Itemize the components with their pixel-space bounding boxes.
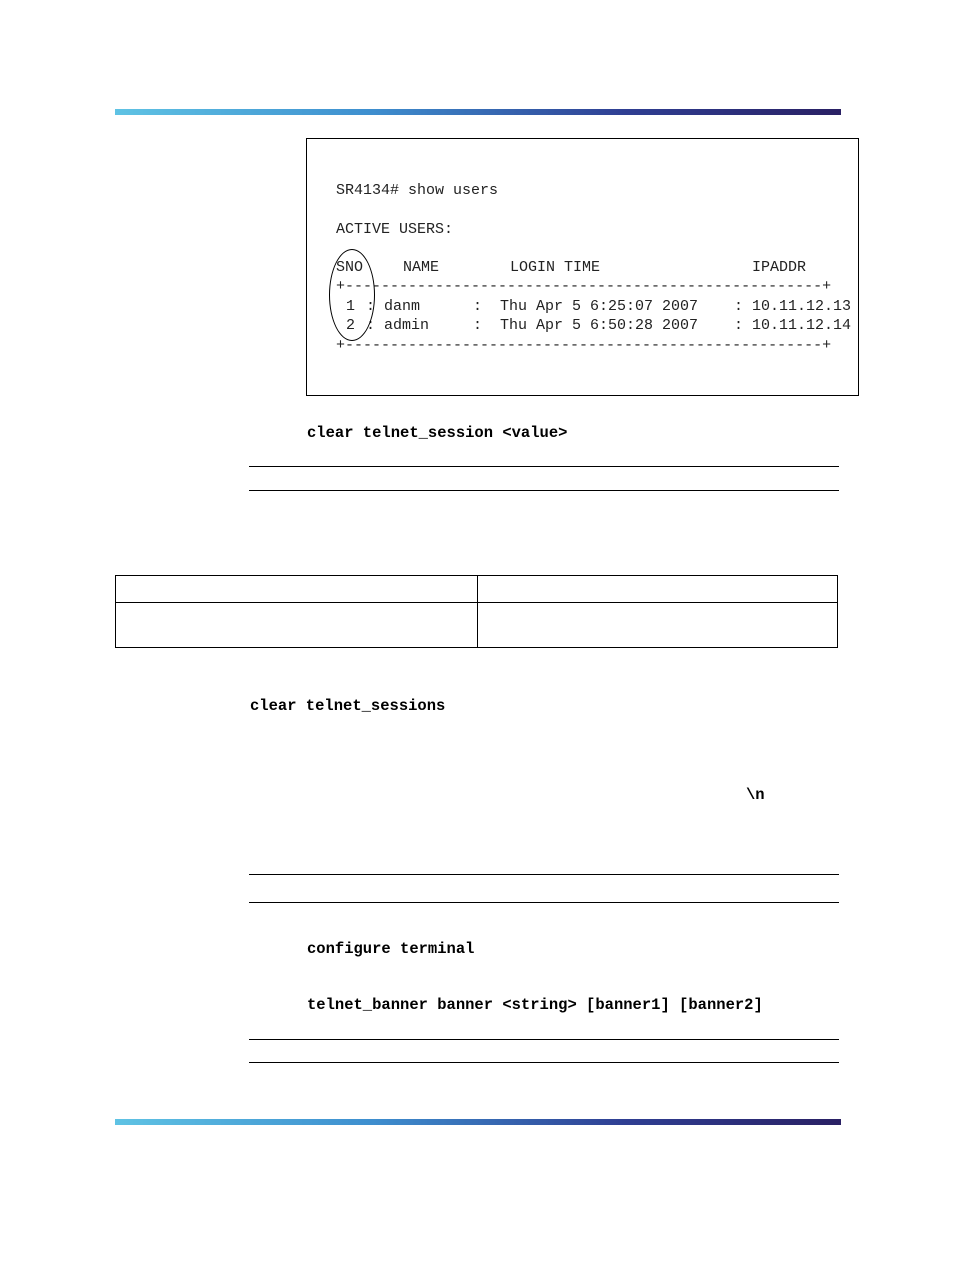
header-gradient-bar [115,109,841,115]
footer-gradient-bar [115,1119,841,1125]
row-1-sno: 1 [346,298,356,315]
rule-divider [249,1039,839,1040]
row-1-colon: : [473,298,483,315]
col-header-login-time: LOGIN TIME [510,259,601,276]
col-header-sno: SNO [336,259,364,276]
row-2-name: admin [384,317,430,334]
rule-divider [249,902,839,903]
rule-divider [249,874,839,875]
newline-token: \n [746,786,765,804]
row-1-name: danm [384,298,421,315]
row-1-ipaddr: 10.11.12.13 [752,298,852,315]
rule-divider [249,1062,839,1063]
row-2-sno: 2 [346,317,356,334]
terminal-prompt-line: SR4134# show users [336,182,499,199]
row-1-colon: : [366,298,376,315]
row-1-colon: : [734,298,744,315]
table-column-divider [477,576,478,647]
configure-terminal-command: configure terminal [307,940,475,958]
terminal-separator-bottom: +-----------------------------------------------------+ [336,337,832,354]
clear-sessions-command: clear telnet_sessions [250,697,446,715]
clear-session-command: clear telnet_session <value> [307,424,568,442]
row-2-login-time: Thu Apr 5 6:50:28 2007 [500,317,699,334]
col-header-ipaddr: IPADDR [752,259,807,276]
col-header-name: NAME [403,259,440,276]
sno-highlight-ellipse [329,249,375,341]
rule-divider [249,490,839,491]
terminal-separator: +-----------------------------------------------------+ [336,278,832,295]
telnet-banner-command: telnet_banner banner <string> [banner1] [banner2] [307,996,763,1014]
row-2-colon: : [734,317,744,334]
row-2-colon: : [473,317,483,334]
row-1-login-time: Thu Apr 5 6:25:07 2007 [500,298,699,315]
terminal-active-users-label: ACTIVE USERS: [336,221,454,238]
row-2-colon: : [366,317,376,334]
parameter-table [115,575,838,648]
row-2-ipaddr: 10.11.12.14 [752,317,852,334]
rule-divider [249,466,839,467]
